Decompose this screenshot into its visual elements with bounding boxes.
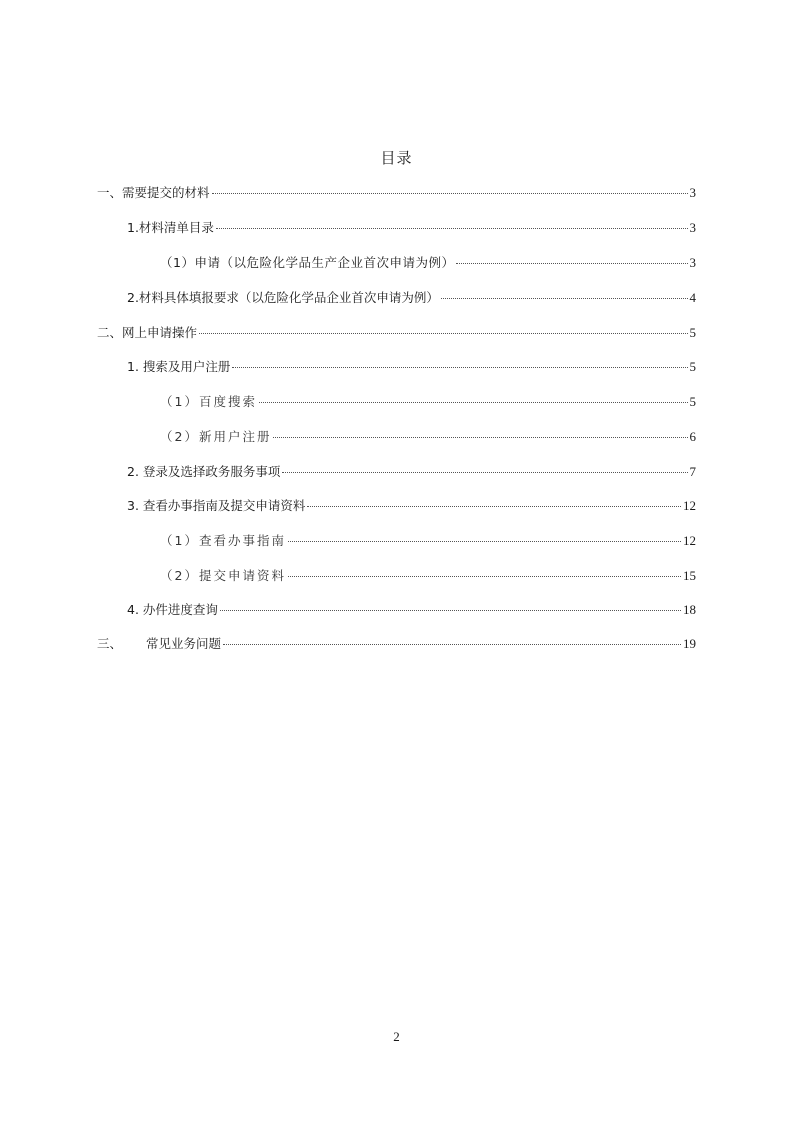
toc-entry[interactable]	[160, 567, 696, 585]
toc-entry[interactable]	[160, 532, 696, 550]
toc-entry[interactable]	[160, 428, 696, 446]
dot-leader	[441, 298, 688, 299]
toc-entry[interactable]	[127, 497, 696, 515]
toc-entry-label: 二、网上申请操作	[97, 325, 198, 340]
toc-entry-label: 一、需要提交的材料	[97, 185, 210, 200]
toc-entry-label: 4. 办件进度查询	[127, 602, 218, 617]
toc-entry-page: 12	[683, 498, 696, 513]
toc-entry-page: 3	[689, 255, 696, 270]
toc-entry-prefix: 三、	[97, 636, 123, 651]
toc-entry-page: 18	[683, 602, 696, 617]
toc-entry[interactable]	[97, 635, 696, 653]
toc-entry[interactable]	[97, 324, 696, 342]
toc-entry-page: 15	[683, 568, 696, 583]
toc-title: 目录	[380, 149, 413, 167]
toc-entry-label: （1）申请（以危险化学品生产企业首次申请为例）	[160, 255, 455, 270]
toc-entry-page: 3	[689, 220, 696, 235]
toc-entry[interactable]	[127, 289, 696, 307]
toc-entry[interactable]	[160, 254, 696, 272]
toc-entry-page: 5	[689, 325, 696, 340]
toc-entry-page: 6	[689, 429, 696, 444]
dot-leader	[216, 228, 688, 229]
toc-entry-page: 7	[689, 464, 696, 479]
toc-entry[interactable]	[127, 601, 696, 619]
toc-entry-label: （1）百度搜索	[160, 394, 257, 409]
toc-entry-label: 3. 查看办事指南及提交申请资料	[127, 498, 306, 513]
toc-entry-text: 常见业务问题	[146, 636, 222, 651]
toc-entry-label: （1）查看办事指南	[160, 533, 286, 548]
dot-leader	[232, 367, 687, 368]
dot-leader	[273, 437, 687, 438]
toc-entry-page: 3	[689, 185, 696, 200]
toc-entry-page: 19	[683, 636, 696, 651]
toc-entry[interactable]	[160, 393, 696, 411]
toc-entry-label: 1.材料清单目录	[127, 220, 214, 235]
dot-leader	[223, 644, 681, 645]
dot-leader	[282, 472, 687, 473]
dot-leader	[220, 610, 681, 611]
dot-leader	[456, 263, 687, 264]
toc-entry[interactable]	[127, 463, 696, 481]
toc-entry[interactable]	[127, 358, 696, 376]
dot-leader	[288, 541, 681, 542]
toc-entry-label: 1. 搜索及用户注册	[127, 359, 231, 374]
toc-entry-label: （2）新用户注册	[160, 429, 272, 444]
toc-entry[interactable]	[127, 219, 696, 237]
toc-entry-label: 2. 登录及选择政务服务事项	[127, 464, 281, 479]
page-number: 2	[393, 1029, 400, 1044]
toc-entry-page: 12	[683, 533, 696, 548]
dot-leader	[307, 506, 681, 507]
dot-leader	[288, 576, 681, 577]
toc-entry-label	[97, 635, 221, 653]
toc-entry-page: 5	[689, 394, 696, 409]
toc-entry-label: （2）提交申请资料	[160, 568, 286, 583]
toc-entry-label: 2.材料具体填报要求（以危险化学品企业首次申请为例）	[127, 290, 439, 305]
toc-entry-page: 5	[689, 359, 696, 374]
toc-entry[interactable]	[97, 184, 696, 202]
dot-leader	[212, 193, 688, 194]
dot-leader	[259, 402, 688, 403]
toc-entry-page: 4	[689, 290, 696, 305]
dot-leader	[199, 333, 687, 334]
